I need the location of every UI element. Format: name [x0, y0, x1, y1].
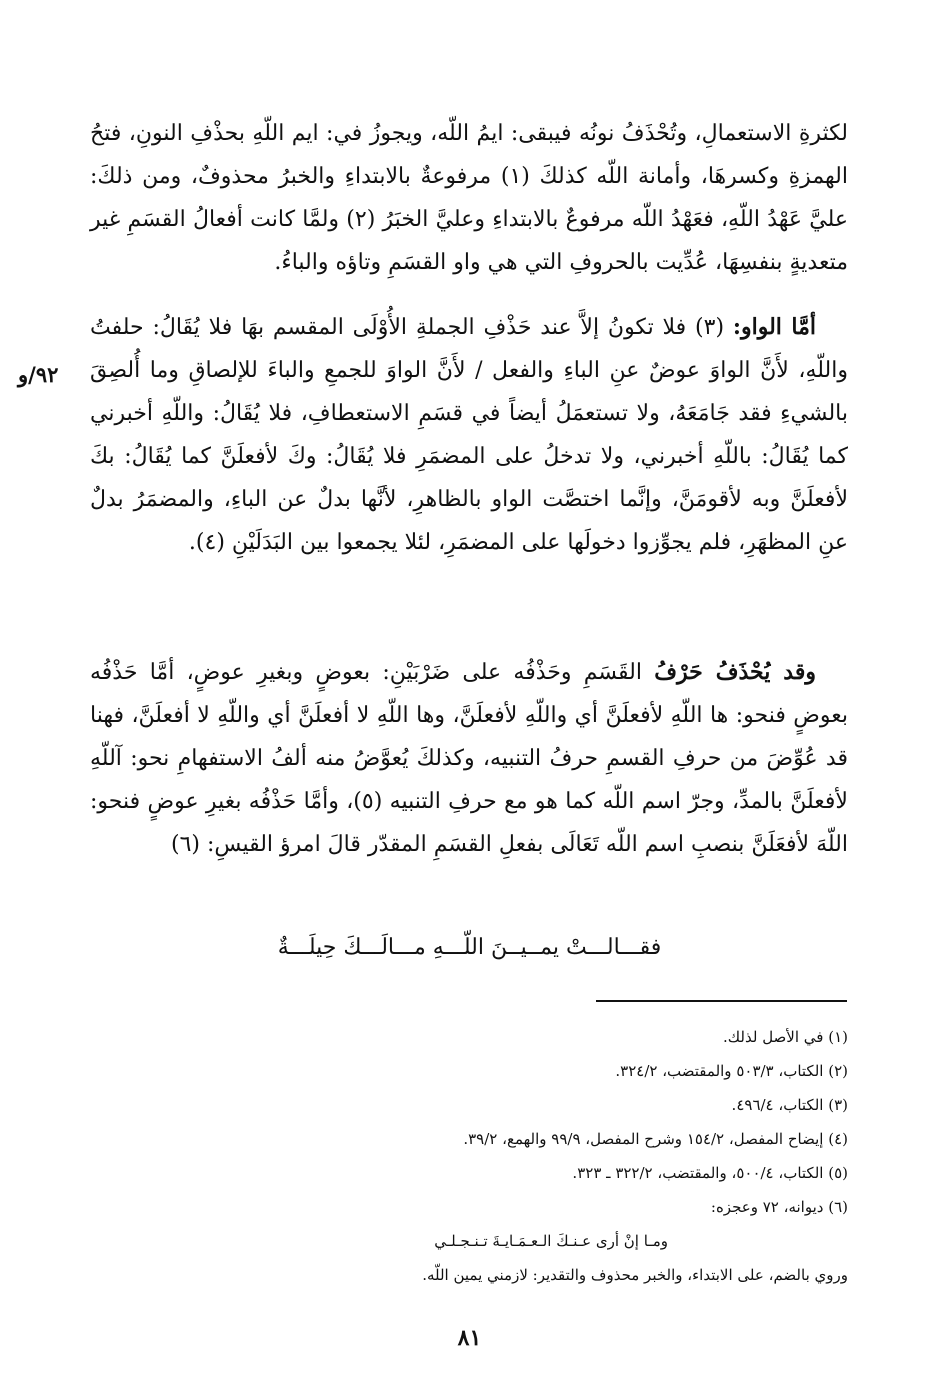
body-paragraph	[90, 112, 848, 284]
paragraph-text: (٣) فلا تكونُ إلاَّ عند حَذْفِ الجملةِ الأُوْلَى المقسم بهَا فلا يُقَالُ: حلفتُ واللّهِ، لأَنَّ الواوَ عوضٌ عنِ الباءِ والفعل / لأَنَّ الواوَ للجمعِ والباءَ للإلصاقِ وما أُلصِقَ بالشيءِ فقد جَامَعَهُ، ولا تستعمَلُ أيضاً في قسَمِ الاستعطافِ، فلا يُقَالُ: واللّهِ أخبرني كما يُقَالُ: باللّهِ أخبرني، ولا تدخلُ على المضمَرِ فلا يُقَالُ: وكَ لأفعلَنَّ كما يُقَالُ: بكَ لأفعلَنَّ وبه لأقومَنَّ، وإنَّما اختصَّت الواو بالظاهرِ، لأنَّها بدلٌ عن الباءِ، والمضمَرُ بدلٌ عنِ المظهَرِ، فلم يجوِّزوا دخولَها على المضمَرِ، لئلا يجمعوا بين البَدَلَيْنِ (٤).	[90, 315, 848, 555]
footnote-item: (١) في الأصل لذلك.	[723, 1028, 848, 1046]
footnote-item: (٢) الكتاب، ٥٠٣/٣ والمقتضب، ٣٢٤/٢.	[615, 1062, 848, 1080]
poem-verse: فقـــالـــتْ يمــيــنَ اللّـــهِ مـــالَـــكَ حِيلَـــةٌ	[277, 935, 662, 960]
paragraph-lead: أمَّا الواو:	[732, 314, 816, 340]
footnote-item: (٦) ديوانه، ٧٢ وعجزه:	[710, 1198, 848, 1216]
footnote-separator	[596, 1000, 847, 1002]
footnote-item: وروي بالضم، على الابتداء، والخبر محذوف والتقدير: لازمني يمين اللّه.	[422, 1266, 848, 1284]
paragraph-lead: وقد يُحْذَفُ حَرْفُ	[654, 659, 816, 685]
footnote-item: (٣) الكتاب، ٤٩٦/٤.	[731, 1096, 848, 1114]
paragraph-text: لكثرةِ الاستعمالِ، وتُحْذَفُ نونُه فيبقى: ايمُ اللّه، ويجوزُ في: ايم اللّهِ بحذْفِ النونِ، فتحُ الهمزةِ وكسرهَا، وأمانة اللّه كذلكَ (١) مرفوعةٌ بالابتداءِ والخبرُ محذوفٌ، ومن ذلكَ: عليَّ عَهْدُ اللّهِ، فعَهْدُ اللّه مرفوعٌ بالابتداءِ وعليَّ الخبَرُ (٢) ولمَّا كانت أفعالُ القسَمِ غير متعديةٍ بنفسِهَا، عُدِّيت بالحروفِ التي هي واو القسَمِ وتاؤه والباءُ.	[90, 121, 849, 275]
paragraph-text: القَسَمِ وحَذْفُه على ضَرْبَيْنِ: بعوضٍ وبغيرِ عوضٍ، أمَّا حَذْفُه بعوضٍ فنحو: ها اللّهِ لأفعلَنَّ أي واللّهِ لأفعلَنَّ، وها اللّهِ لا أفعلَنَّ أي واللّهِ لا أفعلَنَّ، فهنا قد عُوِّضَ من حرفِ القسمِ حرفُ التنبيه، وكذلكَ يُعوَّضُ منه ألفُ الاستفهامِ نحو: آللّهِ لأفعلَنَّ بالمدِّ، وجرّ اسم اللّه كما هو مع حرفِ التنبيه (٥)، وأمَّا حَذْفُه بغيرِ عوضٍ فنحو: اللّهَ لأفعَلَنَّ بنصبِ اسم اللّه تَعَالَى بفعلِ القسَمِ المقدّر قالَ امرؤ القيسِ: (٦)	[90, 660, 848, 857]
body-paragraph	[90, 306, 848, 564]
page-number: ٨١	[457, 1325, 482, 1351]
footnote-item: (٥) الكتاب، ٥٠٠/٤، والمقتضب، ٣٢٢/٢ ـ ٣٢٣.	[572, 1164, 848, 1182]
margin-note: ٩٢/و	[18, 362, 59, 387]
paragraph-wrapper	[90, 651, 848, 866]
paragraph-wrapper	[90, 306, 848, 564]
footnotes	[150, 1020, 848, 1292]
footnote-verse: ومـا إنْ أرى عـنـكَ الـعـمَـايـةَ تـنـجـلـي	[434, 1232, 668, 1250]
body-paragraph	[90, 651, 848, 866]
footnote-item: (٤) إيضاح المفصل، ١٥٤/٢ وشرح المفصل، ٩٩/٩ والهمع، ٣٩/٢.	[463, 1130, 848, 1148]
